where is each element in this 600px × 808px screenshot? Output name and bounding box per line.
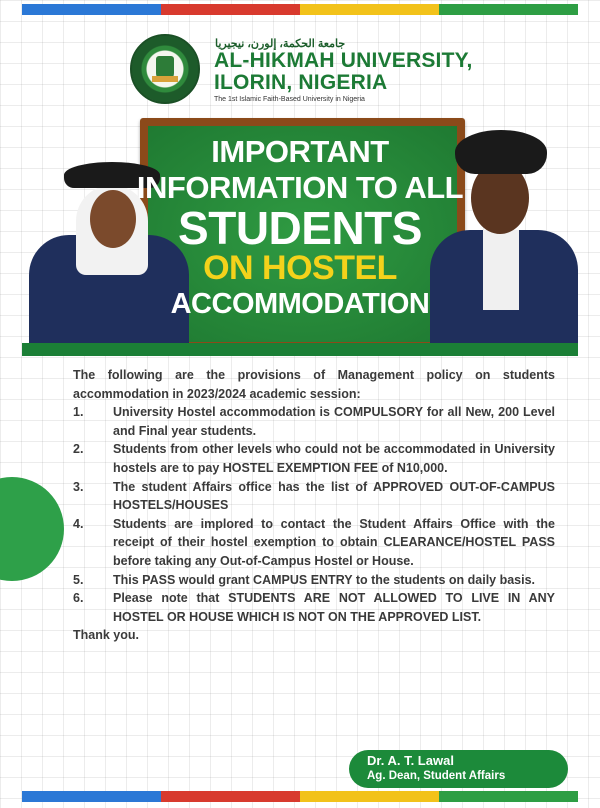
university-name-line2: ILORIN, NIGERIA [214,71,388,94]
signatory-name: Dr. A. T. Lawal [367,753,454,768]
headline-important: IMPORTANT [211,134,389,169]
list-item-number: 4. [73,516,84,531]
stripe-green [439,791,578,802]
list-item [73,403,555,440]
stripe-green [439,4,578,15]
list-item [73,478,555,515]
list-item-text: The student Affairs office has the list of APPROVED OUT-OF-CAMPUS HOSTELS/HOUSES [113,479,555,513]
bottom-color-stripe [22,791,578,802]
stripe-yellow [300,791,439,802]
list-item [73,515,555,571]
list-item-number: 2. [73,442,84,457]
list-item-number: 3. [73,479,84,494]
signature-badge [349,750,568,788]
university-name [214,50,473,94]
list-item-number: 5. [73,572,84,587]
stripe-blue [22,4,161,15]
list-item-text: Students are implored to contact the Student Affairs Office with the receipt of their hostel exemption to obtain CLEARANCE/HOSTEL PASS before taking any Out-of-Campus Hostel or House. [113,516,555,568]
headline-information: INFORMATION TO ALL [136,170,464,205]
signatory-title: Ag. Dean, Student Affairs [367,770,506,782]
list-item [73,589,555,626]
headline-students: STUDENTS [178,202,422,254]
list-item [73,440,555,477]
stripe-yellow [300,4,439,15]
stripe-blue [22,791,161,802]
headline-on-hostel: ON HOSTEL [203,249,397,287]
list-item-number: 1. [73,405,84,420]
headline-accommodation: ACCOMMODATION [170,288,430,320]
university-logo [130,34,200,104]
closing-text: Thank you. [73,628,139,643]
university-name-line1: AL-HIKMAH UNIVERSITY, [214,49,473,72]
university-tagline: The 1st Islamic Faith-Based University in Nigeria [214,96,365,103]
list-item-text: Students from other levels who could not be accommodated in University hostels are to pay HOSTEL EXEMPTION FEE of N10,000. [113,442,555,475]
logo-book [152,76,178,82]
list-item-text: University Hostel accommodation is COMPULSORY for all New, 200 Level and Final year students. [113,405,555,438]
stripe-red [161,4,300,15]
green-divider-bar [22,343,578,356]
list-item-number: 6. [73,591,84,606]
intro-paragraph: The following are the provisions of Management policy on students accommodation in 2023/2024 academic session: [73,368,555,401]
notice-body [73,366,555,645]
top-color-stripe [22,4,578,15]
decorative-green-circle [0,477,64,581]
list-item-text: This PASS would grant CAMPUS ENTRY to the students on daily basis. [113,572,536,587]
stripe-red [161,791,300,802]
university-arabic-name: جامعة الحكمة، إلورن، نيجيريا [215,38,346,50]
list-item [73,571,555,590]
list-item-text: Please note that STUDENTS ARE NOT ALLOWED TO LIVE IN ANY HOSTEL OR HOUSE WHICH IS NOT ON THE APPROVED LIST. [113,591,555,624]
